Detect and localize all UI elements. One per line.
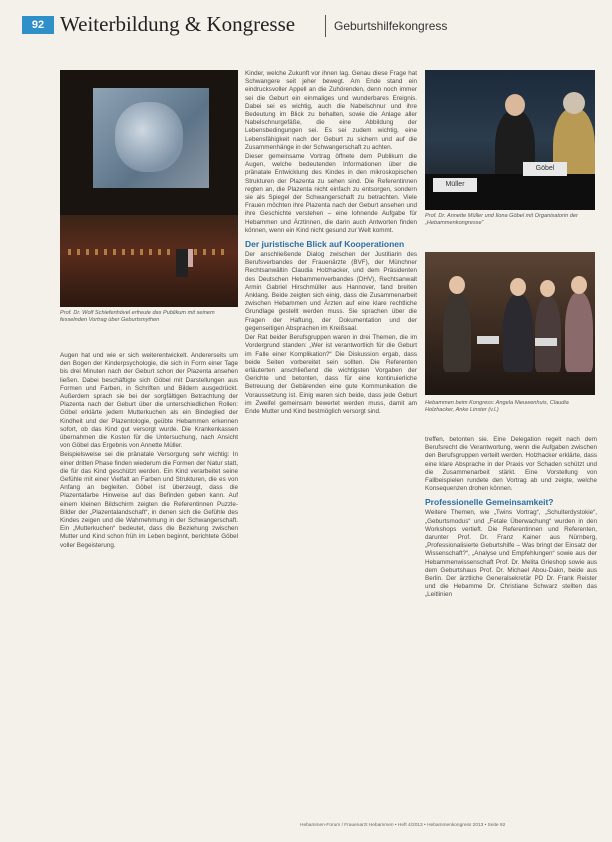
- person-3-head: [540, 280, 555, 297]
- paragraph: Der anschließende Dialog zwischen der Justitiarin des Berufsverbandes der Frauenärzte (BVF), der Münchner Rechtsanwältin Claudia Holzhacker, und dem Präsidenten des Deutschen Hebammenverbandes (DHV), Rechtsanwalt Armin Gabriel Hirschmüller aus Hannover, fand breiten Anklang. Beide zeigten sich einig, dass die Zusammenarbeit zwischen Hebammen und Ärzten auf eine klare rechtliche Grundlage gestellt werden muss. Sie sprachen über die Fragen der Haftung, der Dokumentation und der gegenseitigen Absprachen im Kreißsaal.: [245, 251, 417, 332]
- paragraph: Beispielsweise sei die pränatale Versorgung sehr wichtig: In einer dritten Phase finden wiederum die Formen der Natur statt, die für das Kind geschützt werden. Ein Kind verarbeitet seine Gefühle mit einer Vielfalt an Farben und Strukturen, die es von Anfang an begleiten. Göbel ist überzeugt, dass die Plazentafarbe Hinweise auf das Befinden geben kann. Auf einem kleinen Bildschirm zeigten die Referentinnen Puzzle-Bilder der „Plazentalandschaft“, in denen sich die Gefühle des Kindes zeigen und die Wahrnehmung in der Schwangerschaft. Ein „Mutterkuchen“ bedeutet, dass die Beziehung zwischen Mutter und Kind schon früh im Leben beginnt, berichtete Göbel voller Begeisterung.: [60, 451, 238, 549]
- section-label: Geburtshilfekongress: [334, 19, 448, 33]
- text-column-2: [245, 70, 417, 818]
- paragraph: treffen, betonten sie. Eine Delegation regelt nach dem Berufsrecht die Verantwortung, wenn die Aufgaben zwischen den Berufsgruppen verteilt werden. Holzhacker erklärte, dass eine klare Absprache in der Praxis vor Schaden schützt und die Zusammenarbeit stärkt. Eine Vorstellung von Fallbeispielen rundete den Vortrag ab und zeigte, welche Konsequenzen drohen können.: [425, 436, 597, 493]
- nameplate-right: Göbel: [523, 162, 567, 176]
- nameplate-left: Müller: [433, 178, 477, 192]
- table-sign-2: [535, 338, 557, 346]
- paragraph: Dieser gemeinsame Vortrag öffnete dem Publikum die Augen, welche bedeutenden Informationen über die pränatale Entwicklung des Kindes in den mikroskopischen Strukturen der Plazenta zu sehen sind. Die Referentinnen regten an, die Plazenta nicht einfach zu entsorgen, sondern sie als Spiegel der Schwangerschaft zu betrachten. Viele Frauen möchten ihre Plazenta nach der Geburt ansehen und ihre Geschichte verstehen – eine lohnende Aufgabe für Hebammen und Ärztinnen, die darin auch Antworten finden können, wenn ein Kind nicht gesund zur Welt kommt.: [245, 153, 417, 234]
- person-1-head: [449, 276, 465, 294]
- panel-photo: [425, 70, 595, 210]
- person-4-head: [571, 276, 587, 294]
- panel-caption: Prof. Dr. Annette Müller und Ilona Göbel mit Organisatorin der „Hebammenkongresse“: [425, 213, 578, 226]
- paragraph: Augen hat und wie er sich weiterentwickelt. Andererseits um den Bogen der Kinderpsychologie, die sich in Form einer Tage bis drei Minuten nach der Geburt schon der Plazenta ansehen ließen. Dabei beschäftigte sich Göbel mit Darstellungen aus Formen und Farben, in Schriften und Bildern ausgedrückt. Außerdem sprach sie bei der sorgfältigen Betrachtung der Plazenta nach der Geburt über die unterschiedlichen Rollen: Göbel erklärte jedem Mutterkuchen als ein Bindeglied der Kindheit und der Plazentologie, geübte Hebammen erkennen sofort, ob das Kind gut versorgt wurde. Die Krankenkassen übernahmen die Kosten für die Untersuchung, nach Ansicht von Göbel das Ergebnis von Annette Müller.: [60, 352, 238, 450]
- lecture-photo: [60, 70, 238, 307]
- lecture-caption: Prof. Dr. Wolf Schiefenhövel erfreute das Publikum mit seinem fesselnden Vortrag über Geburtsmythen: [60, 310, 215, 323]
- person-2-head: [510, 278, 526, 296]
- projected-image: [115, 102, 183, 172]
- lectern: [176, 249, 188, 277]
- subheading-legal: Der juristische Blick auf Kooperationen: [245, 239, 405, 250]
- person-right-head: [563, 92, 585, 114]
- paragraph: Kinder, welche Zukunft vor ihnen lag. Genau diese Frage hat Schwangere seit jeher bewegt. Am Ende stand ein eindrucksvoller Appell an die Zuhörenden, denn noch immer sei die Geburt ein einmaliges und wunderbares Ereignis. Dabei sei es wichtig, auch die Nabelschnur und ihre Bedeutung im Blick zu behalten, sowie die Anlage aller Nabelschnurgefäße, die eine Abbildung der Lebensbedingungen sei. Es sei zudem wichtig, eine Lebensfähigkeit nach der Geburt zu sichern und auf die Zusammenhänge in der Schwangerschaft zu achten.: [245, 70, 417, 151]
- text-column-3: [425, 436, 597, 818]
- paragraph: Weitere Themen, wie „Twins Vortrag“, „Schulterdystokie“, „Geburtsmodus“ und „Fetale Überwachung“ wurden in den Workshops vertieft. Die Referentinnen und Referenten, darunter Prof. Dr. Franz Kainer aus Nürnberg, „Professionalisierte Geburtshilfe – Was bringt der Einsatz der Wissenschaft?“, „Analyse und Empfehlungen“ sowie aus der Hebammenwissenschaft Prof. Dr. Melita Grieshop sowie aus dem Geburtshaus Prof. Dr. Michael Abou-Dakn, beide aus Berlin. Der ärztliche Generalsekretär PD Dr. Frank Reister und die Hebamme Dr. Christiane Schwarz stellten das „Leitlinien: [425, 509, 597, 599]
- stage-lights: [68, 249, 228, 255]
- person-3: [535, 296, 561, 372]
- person-2: [503, 294, 533, 372]
- page-footer: Hebammen-Forum / Frauenarzt Hebammen • Heft 4/2013 • Hebammenkongress 2013 • Seite 92: [300, 823, 506, 828]
- speaker-figure: [188, 249, 193, 267]
- projection-screen: [93, 88, 209, 188]
- person-4: [565, 292, 593, 372]
- group-photo: [425, 252, 595, 395]
- page-number: 92: [22, 16, 54, 34]
- paragraph: Der Rat beider Berufsgruppen waren in drei Themen, die im Vordergrund standen: „Wer ist verantwortlich für die Geburt im Falle einer Komplikation?“ Die Diskussion ergab, dass beide Seiten vorbereitet sein sollten. Die Referenten erläuterten anschließend die wichtigsten Vorgaben der Gerichte und betonten, dass für eine kontinuierliche Betreuung der Gebärenden eine gute Kommunikation die Voraussetzung ist. Einig waren sich beide, dass jede Geburt im Zweifel gemeinsam bewertet werden muss, damit am Ende Mutter und Kind bestmöglich versorgt sind.: [245, 334, 417, 415]
- page-title: Weiterbildung & Kongresse: [60, 12, 296, 36]
- header-divider: [325, 15, 326, 37]
- table-sign-1: [477, 336, 499, 344]
- group-caption: Hebammen beim Kongress: Angela Nieuwenhuis, Claudia Holzhacker, Anke Linster (v.l.): [425, 400, 569, 413]
- person-1: [443, 292, 471, 372]
- subheading-professional: Professionelle Gemeinsamkeit?: [425, 497, 554, 508]
- stage: [60, 215, 238, 307]
- person-left-head: [505, 94, 525, 116]
- text-column-1: [60, 352, 238, 818]
